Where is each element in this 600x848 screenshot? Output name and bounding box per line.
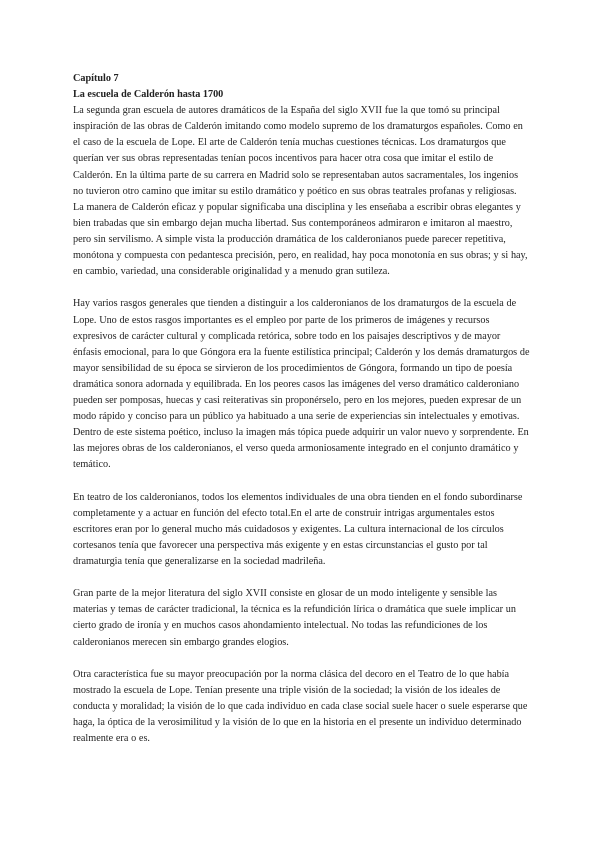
chapter-title: La escuela de Calderón hasta 1700	[73, 89, 224, 101]
paragraph-4: Gran parte de la mejor literatura del siglo XVII consiste en glosar de un modo inteligente y sensible las materias y temas de carácter tradicional, la técnica es la refundición lírica o dramática que suele implicar un cierto grado de ironía y en muchos casos ahondamiento intelectual. No todas las refundiciones de los calderonianos merecen sin embargo grandes elogios.	[73, 588, 516, 648]
chapter-heading: Capítulo 7	[73, 73, 119, 84]
paragraph-2: Hay varios rasgos generales que tienden a distinguir a los calderonianos de los dramaturgos de la escuela de Lope. Uno de estos rasgos importantes es el empleo por parte de los primeros de imágenes y recursos expresivos de carácter cultural y complicada retórica, sobre todo en los paisajes descriptivos y de mayor énfasis emocional, para lo que Góngora era la fuente estilística principal; Calderón y los demás dramaturgos de mayor sensibilidad de su época se sirvieron de los procedimientos de Góngora, formando un tipo de poesía dramática sonora adornada y equilibrada. En los peores casos las imágenes del verso dramático calderoniano pueden ser pomposas, huecas y casi reiterativas sin proponérselo, pero en los mejores, pueden expresar de un modo rápido y conciso para un público ya habituado a una serie de experiencias sin intelectuales y emotivas. Dentro de este sistema poético, incluso la imagen más tópica puede adquirir un valor nuevo y sorprendente. En las mejores obras de los calderonianos, el verso queda armoniosamente integrado en el conjunto dramático y temático.	[73, 298, 530, 471]
paragraph-1: La segunda gran escuela de autores dramáticos de la España del siglo XVII fue la que tomó su principal inspiración de las obras de Calderón imitando como modelo supremo de los dramaturgos españoles. Como en el caso de la escuela de Lope. El arte de Calderón tenía muchas cuestiones técnicas. Los dramaturgos que querían ver sus obras representadas tenían pocos incentivos para hacer otra cosa que imitar el estilo de Calderón. En la última parte de su carrera en Madrid solo se representaban autos sacramentales, los ingenios no tuvieron otro camino que imitar su estilo dramático y poético en sus obras teatrales profanas y religiosas. La manera de Calderón eficaz y popular significaba una disciplina y les enseñaba a escribir obras elegantes y bien trabadas que sin embargo dejan mucha libertad. Sus contemporáneos admiraron e imitaron al maestro, pero sin servilismo. A simple vista la producción dramática de los calderonianos puede parecer repetitiva, monótona y compuesta con pedantesca precisión, pero, en realidad, hay poca monotonía en sus obras; y si hay, en cambio, variedad, una considerable originalidad y a menudo gran sutileza.	[73, 105, 528, 278]
paragraph-3: En teatro de los calderonianos, todos los elementos individuales de una obra tienden en el fondo subordinarse completamente y a actuar en función del efecto total.En el arte de construir intrigas argumentales estos escritores eran por lo general mucho más cuidadosos y exigentes. La cultura internacional de los círculos cortesanos tenía que favorecer una perspectiva más exigente y en estas circunstancias el gusto por tal dramaturgia tenía que generalizarse en la sociedad madrileña.	[73, 491, 523, 567]
paragraph-5: Otra característica fue su mayor preocupación por la norma clásica del decoro en el Teatro de lo que había mostrado la escuela de Lope. Tenían presente una triple visión de la sociedad; la visión de los ideales de conducta y moralidad; la visión de lo que cada individuo en cada clase social suele hacer o suele esperarse que haga, la óptica de la verosimilitud y la visión de lo que en la historia en el presente un individuo determinado realmente era o es.	[73, 668, 528, 745]
document-page	[73, 71, 530, 764]
